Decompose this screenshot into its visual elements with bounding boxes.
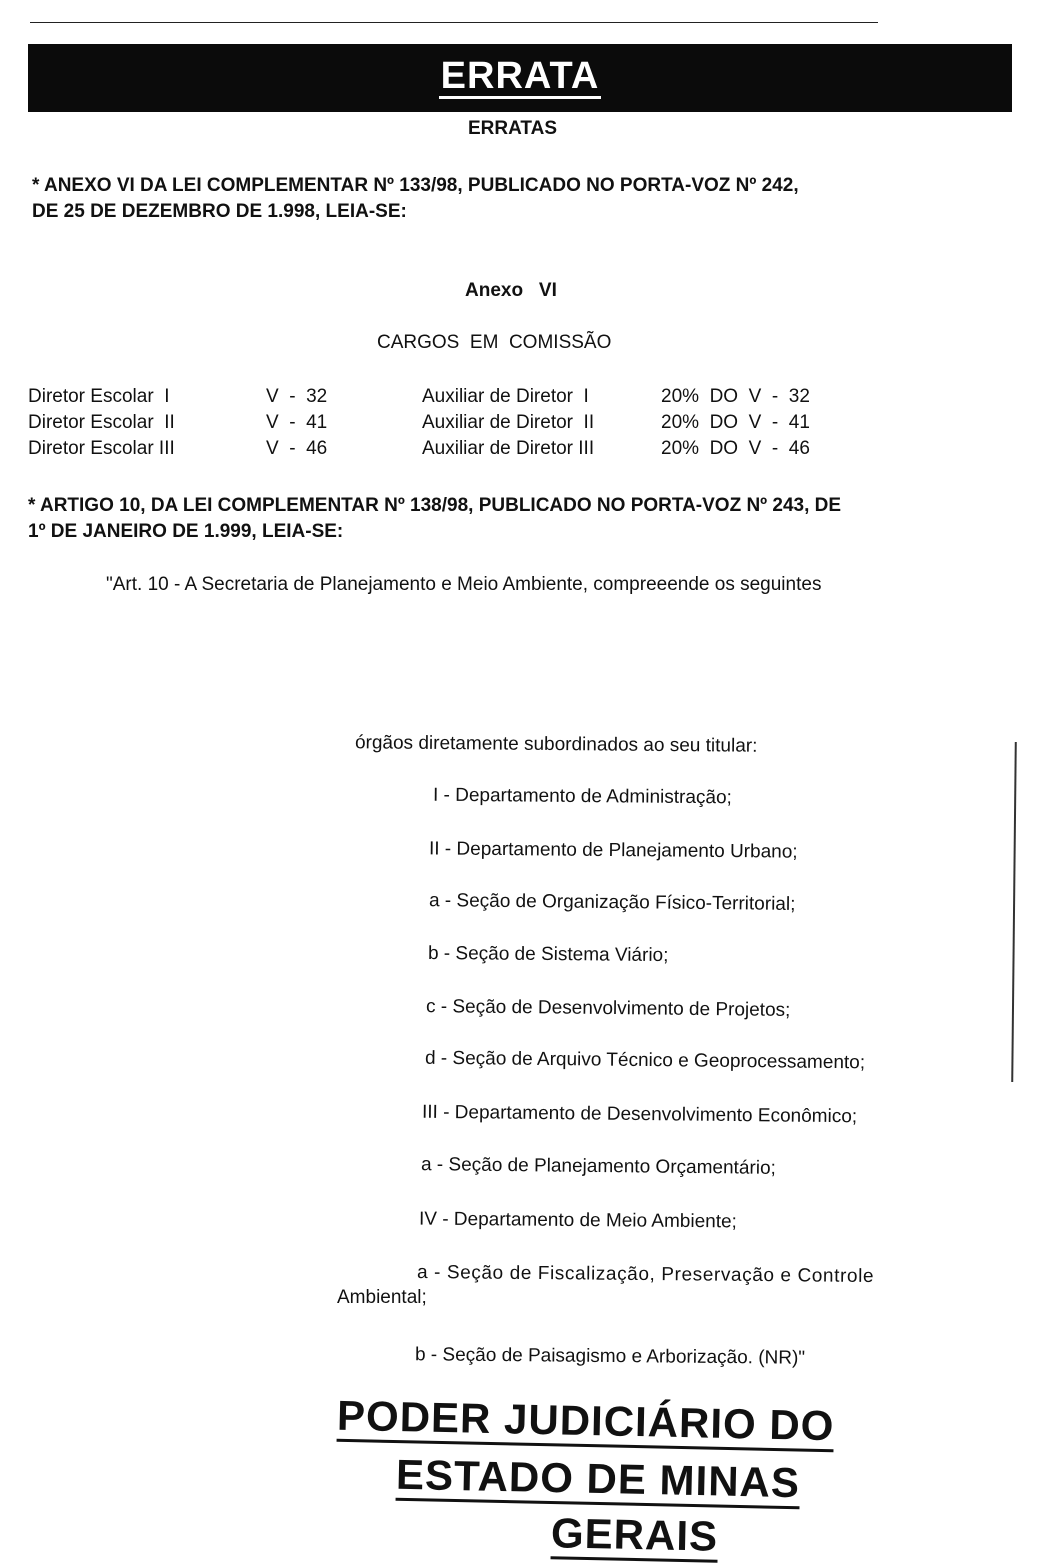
list-item: I - Departamento de Administração;: [432, 784, 732, 809]
aux-pct: 20% DO V - 46: [661, 438, 810, 459]
cargo-name: Diretor Escolar I: [28, 386, 170, 407]
cargo-ref: V - 32: [266, 386, 328, 407]
footer-line2: ESTADO DE MINAS: [396, 1452, 801, 1509]
aux-name: Auxiliar de Diretor I: [422, 386, 589, 407]
footer-line1: PODER JUDICIÁRIO DO: [337, 1393, 835, 1452]
errata1-line2: DE 25 DE DEZEMBRO DE 1.998, LEIA-SE:: [32, 201, 407, 222]
aux-name: Auxiliar de Diretor II: [422, 412, 595, 433]
list-item: b - Seção de Paisagismo e Arborização. (NR)": [414, 1344, 806, 1369]
list-item-continuation: Ambiental;: [337, 1287, 427, 1308]
list-item: III - Departamento de Desenvolvimento Econômico;: [421, 1101, 858, 1128]
article-continuation: órgãos diretamente subordinados ao seu titular:: [354, 732, 758, 757]
margin-line: [1011, 742, 1017, 1082]
cargo-ref: V - 41: [266, 412, 328, 433]
list-item: a - Seção de Planejamento Orçamentário;: [420, 1154, 776, 1179]
aux-pct: 20% DO V - 41: [661, 412, 810, 433]
aux-pct: 20% DO V - 32: [661, 386, 810, 407]
article-intro: "Art. 10 - A Secretaria de Planejamento e Meio Ambiente, compreeende os seguintes: [106, 574, 822, 595]
errata-banner: [28, 44, 1012, 112]
cargo-ref: V - 46: [266, 438, 328, 459]
aux-name: Auxiliar de Diretor III: [422, 438, 595, 459]
list-item: II - Departamento de Planejamento Urbano;: [428, 838, 798, 863]
page-subtitle: ERRATAS: [468, 118, 558, 139]
errata1-line1: * ANEXO VI DA LEI COMPLEMENTAR Nº 133/98, PUBLICADO NO PORTA-VOZ Nº 242,: [32, 175, 799, 196]
list-item: a - Seção de Organização Físico-Territorial;: [428, 890, 796, 915]
list-item: c - Seção de Desenvolvimento de Projetos;: [425, 996, 791, 1021]
list-item: IV - Departamento de Meio Ambiente;: [418, 1208, 737, 1233]
errata2-line1: * ARTIGO 10, DA LEI COMPLEMENTAR Nº 138/98, PUBLICADO NO PORTA-VOZ Nº 243, DE: [28, 495, 842, 516]
top-rule: [30, 22, 878, 23]
footer-line3: GERAIS: [551, 1510, 719, 1562]
banner-title: ERRATA: [440, 55, 600, 97]
list-item: a - Seção de Fiscalização, Preservação e Controle: [416, 1262, 875, 1287]
annex-heading: CARGOS EM COMISSÃO: [377, 332, 612, 353]
cargo-name: Diretor Escolar III: [28, 438, 175, 459]
list-item: b - Seção de Sistema Viário;: [427, 942, 669, 967]
list-item: d - Seção de Arquivo Técnico e Geoprocessamento;: [424, 1047, 866, 1074]
cargo-name: Diretor Escolar II: [28, 412, 175, 433]
annex-title: Anexo VI: [465, 280, 557, 301]
errata2-line2: 1º DE JANEIRO DE 1.999, LEIA-SE:: [28, 521, 344, 542]
